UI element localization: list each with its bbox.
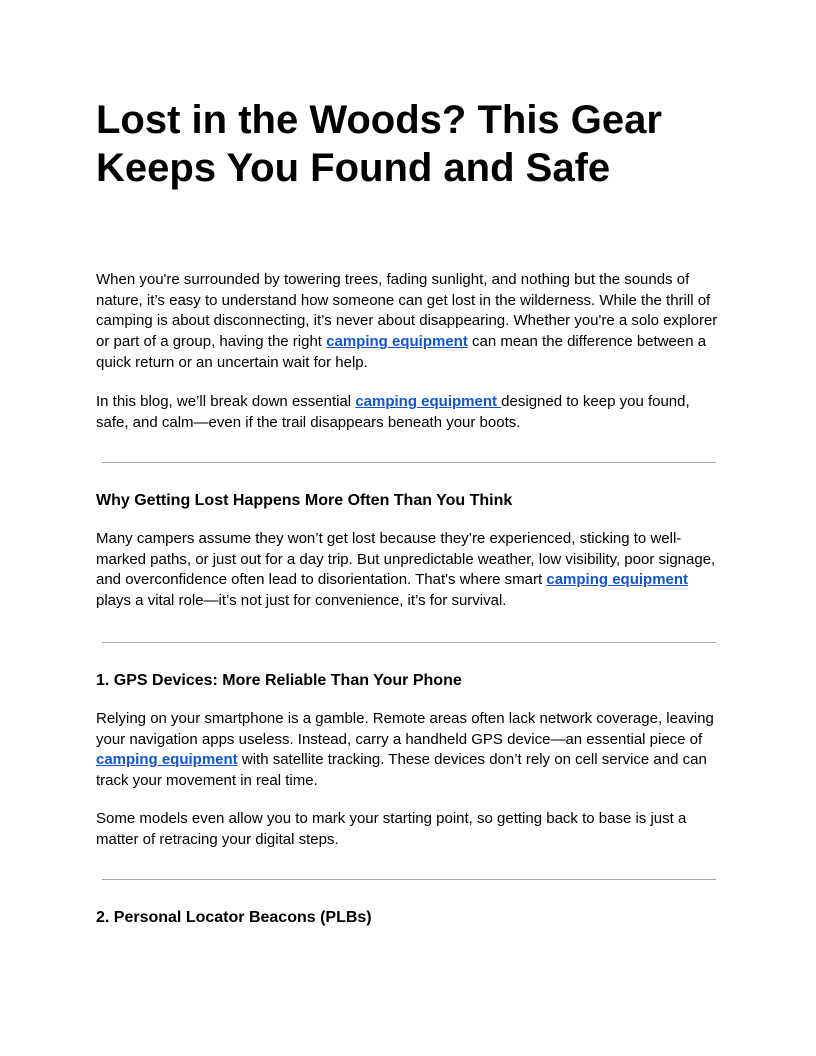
section-divider-1 bbox=[102, 462, 716, 463]
intro-text-1 bbox=[96, 270, 720, 374]
intro-text-1-before: When you're surrounded by towering trees, fading sunlight, and nothing but the sounds of nature, it’s easy to understand how someone can get lost in the wilderness. While the thrill of camping is about disconnecting, it’s never about disappearing. Whether you're a solo explorer or part of a group, having the right bbox=[96, 271, 718, 351]
section-divider-3 bbox=[102, 879, 716, 880]
section-heading-plb: 2. Personal Locator Beacons (PLBs) bbox=[96, 909, 372, 926]
camping-equipment-link-2[interactable]: camping equipment bbox=[355, 393, 502, 410]
section-why-lost-paragraph bbox=[96, 529, 720, 612]
intro-paragraph-1 bbox=[96, 270, 720, 374]
gps-text-1 bbox=[96, 709, 720, 792]
why-lost-text-before: Many campers assume they won’t get lost because they’re experienced, sticking to well-marked paths, or just out for a day trip. But unpredictable weather, low visibility, poor signage, and overconfidence often lead to disorientation. That's where smart bbox=[96, 530, 716, 589]
intro-text-1-after: can mean the difference between a quick return or an uncertain wait for help. bbox=[96, 333, 707, 371]
intro-text-2-after: designed to keep you found, safe, and calm—even if the trail disappears beneath your boots. bbox=[96, 393, 690, 431]
intro-text-2 bbox=[96, 392, 720, 433]
section-why-lost bbox=[96, 491, 720, 511]
page-title: Lost in the Woods? This Gear Keeps You Found and Safe bbox=[96, 98, 662, 190]
section-heading-gps: 1. GPS Devices: More Reliable Than Your Phone bbox=[96, 672, 462, 689]
camping-equipment-link-3[interactable]: camping equipment bbox=[546, 571, 689, 589]
section-heading-why-lost: Why Getting Lost Happens More Often Than You Think bbox=[96, 492, 513, 509]
why-lost-text bbox=[96, 529, 720, 612]
section-gps-paragraph-1 bbox=[96, 709, 720, 792]
camping-equipment-link-4[interactable]: camping equipment bbox=[96, 751, 238, 769]
gps-text-1-after: with satellite tracking. These devices don’t rely on cell service and can track your movement in real time. bbox=[96, 751, 707, 790]
gps-text-1-before: Relying on your smartphone is a gamble. Remote areas often lack network coverage, leaving your navigation apps useless. Instead, carry a handheld GPS device—an essential piece of bbox=[96, 710, 714, 748]
camping-equipment-link-1[interactable]: camping equipment bbox=[326, 333, 468, 351]
intro-text-2-before: In this blog, we’ll break down essential bbox=[96, 393, 356, 410]
section-plb bbox=[96, 908, 720, 928]
section-gps bbox=[96, 671, 720, 691]
section-divider-2 bbox=[102, 642, 716, 643]
gps-text-2: Some models even allow you to mark your starting point, so getting back to base is just a matter of retracing your digital steps. bbox=[96, 810, 687, 848]
section-gps-paragraph-2 bbox=[96, 809, 720, 850]
intro-paragraph-2 bbox=[96, 392, 720, 433]
why-lost-text-after: plays a vital role—it’s not just for convenience, it’s for survival. bbox=[96, 592, 507, 610]
